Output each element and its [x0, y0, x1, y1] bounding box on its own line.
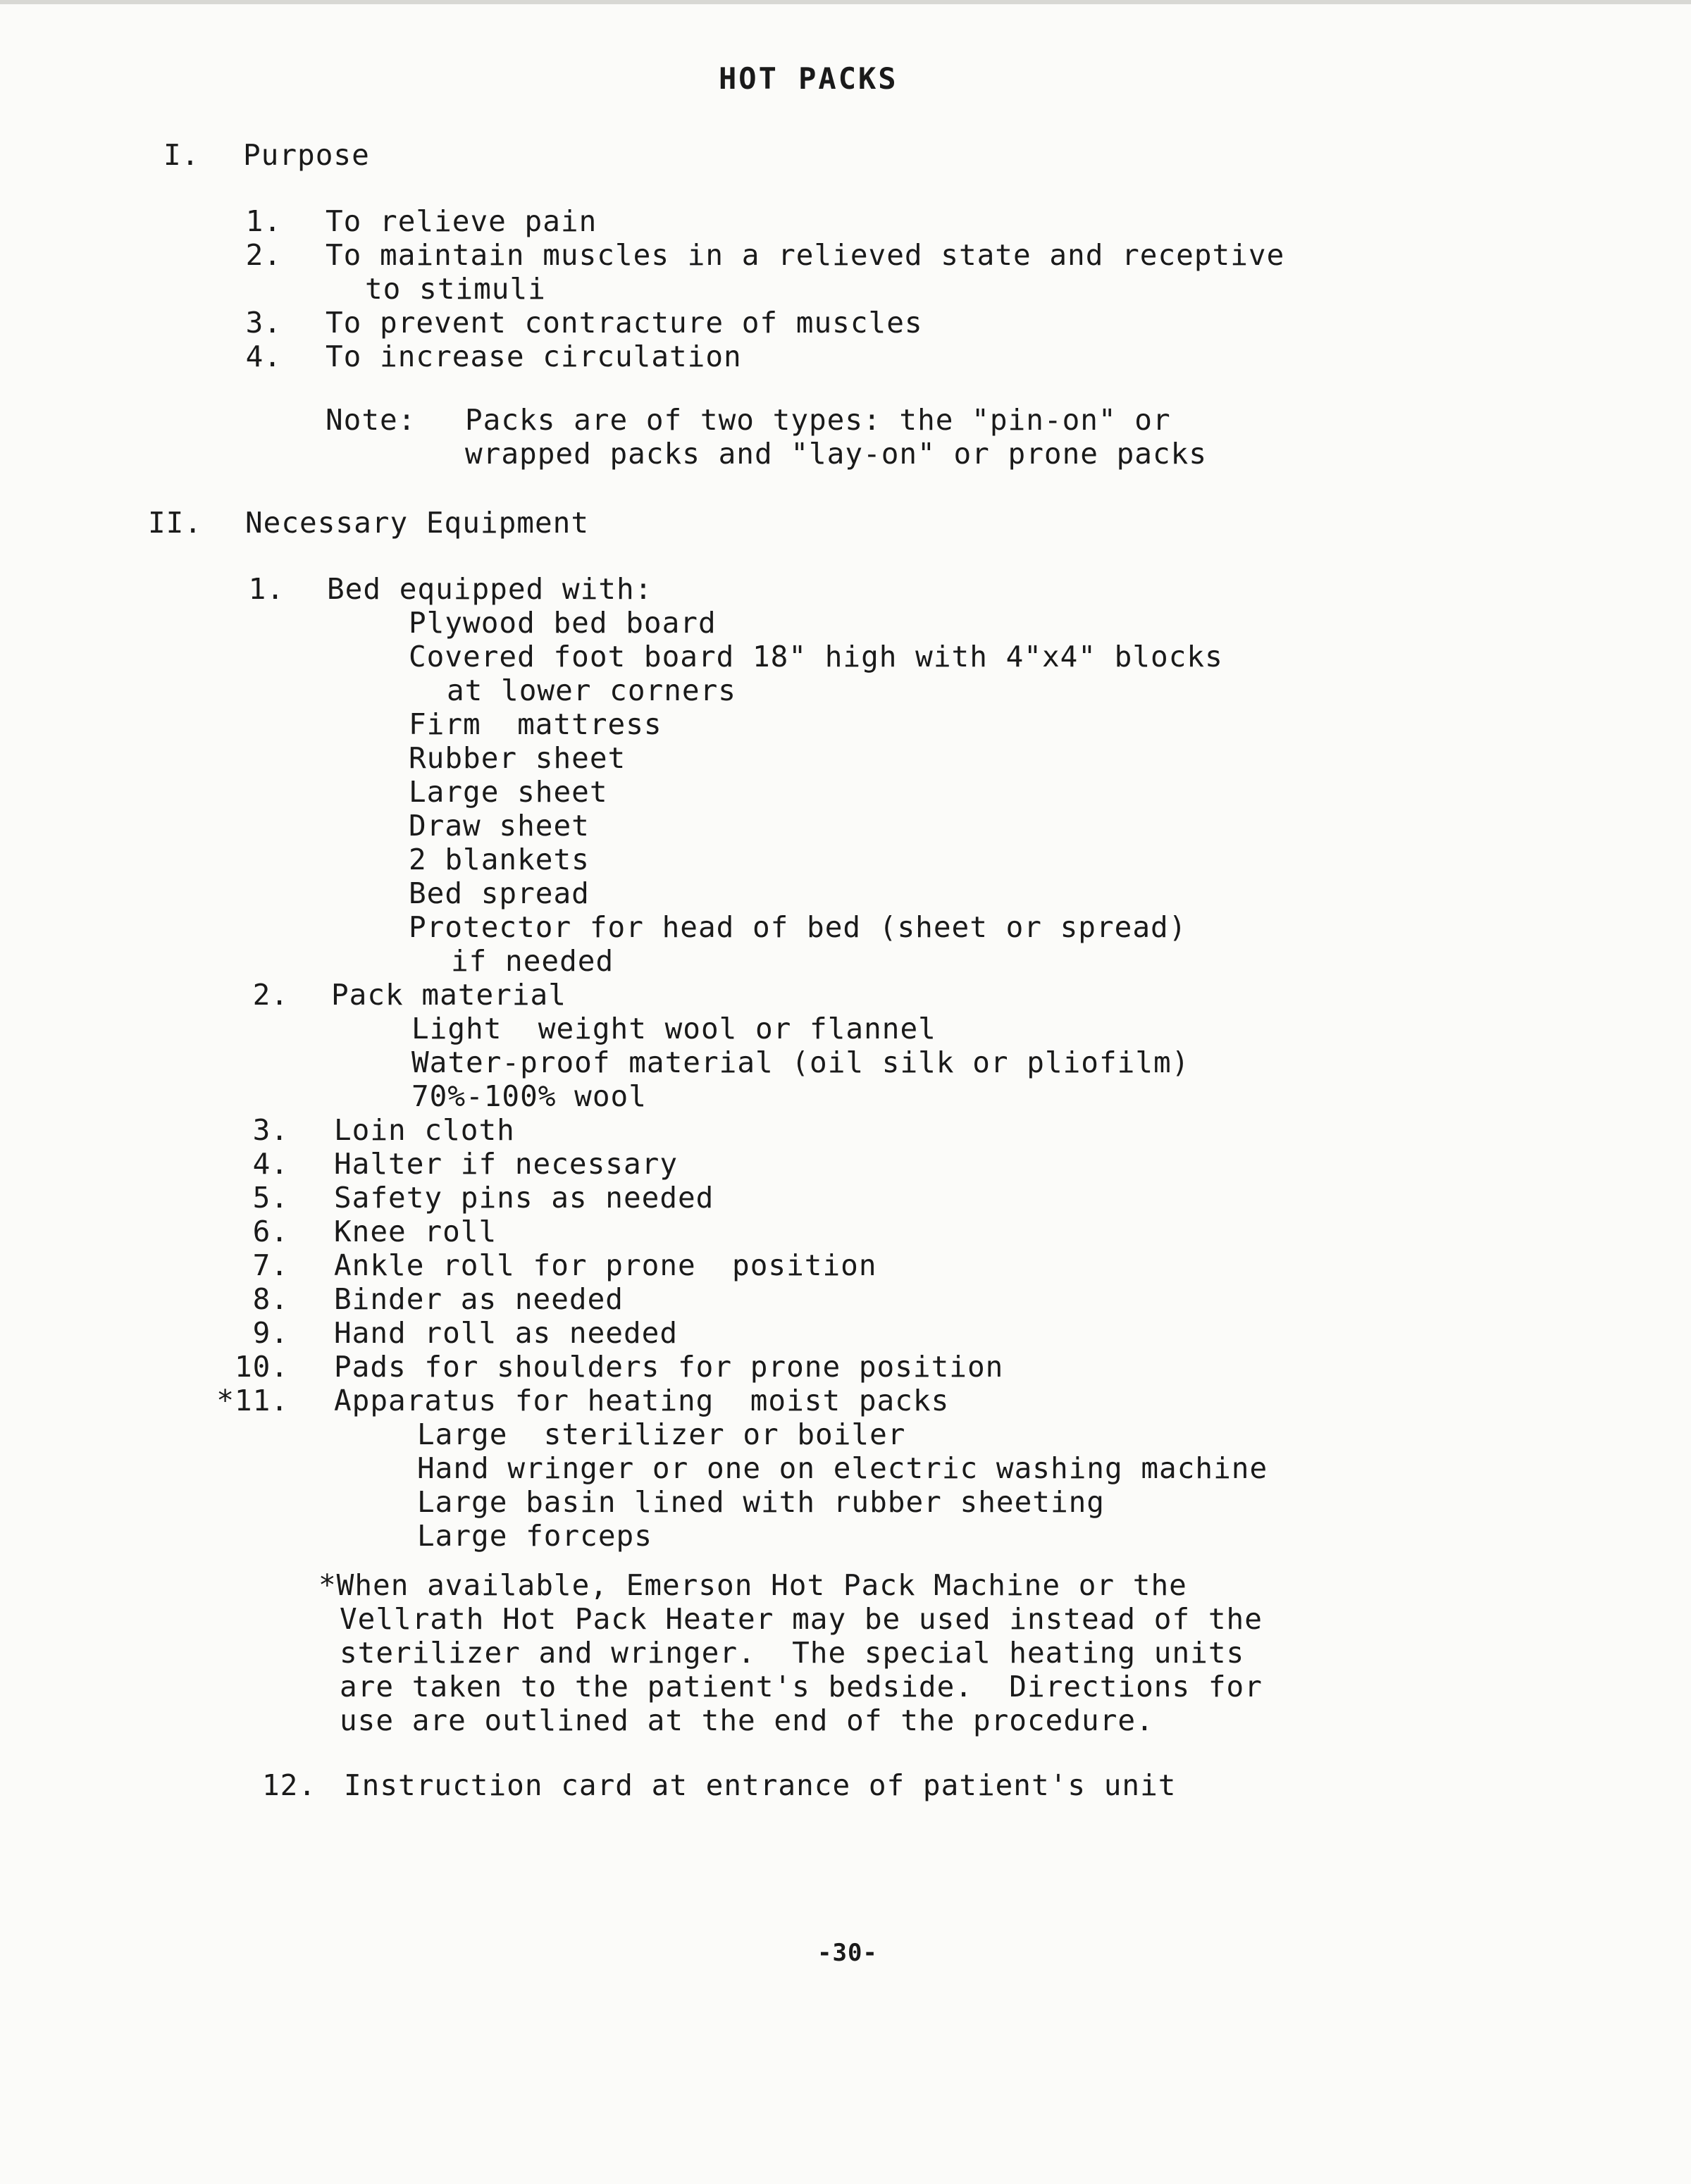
footnote-line: Vellrath Hot Pack Heater may be used instead of the [340, 1602, 1263, 1636]
list-item: Halter if necessary [334, 1147, 678, 1181]
sub-item: Covered foot board 18" high with 4"x4" blocks [409, 640, 1223, 674]
sub-item: Large basin lined with rubber sheeting [417, 1485, 1105, 1519]
sub-item: Rubber sheet [409, 741, 626, 775]
note-text: wrapped packs and "lay-on" or prone packs [465, 437, 1208, 471]
list-item: Binder as needed [334, 1282, 624, 1316]
list-number: 12. [262, 1768, 317, 1802]
list-item: To increase circulation [326, 340, 742, 373]
section-numeral: I. [163, 138, 200, 172]
sub-item: Hand wringer or one on electric washing machine [417, 1451, 1268, 1485]
sub-item: Large sheet [409, 775, 608, 809]
sub-item: Light weight wool or flannel [411, 1012, 936, 1046]
list-number: *11. [216, 1384, 289, 1417]
sub-item: Draw sheet [409, 809, 590, 843]
sub-item: Large forceps [417, 1519, 652, 1553]
list-item: Pack material [331, 978, 566, 1012]
list-number: 4. [252, 1147, 289, 1181]
sub-item: Water-proof material (oil silk or pliofilm) [411, 1046, 1190, 1079]
list-number: 1. [248, 572, 285, 606]
scan-edge [0, 0, 1691, 4]
list-item: Apparatus for heating moist packs [334, 1384, 950, 1417]
sub-item: 2 blankets [409, 843, 590, 876]
list-number: 8. [252, 1282, 289, 1316]
list-number: 1. [245, 204, 282, 238]
list-number: 6. [252, 1215, 289, 1248]
footnote-line: are taken to the patient's bedside. Directions for [340, 1670, 1263, 1704]
sub-item: Firm mattress [409, 707, 662, 741]
note-label: Note: [326, 403, 416, 437]
list-number: 2. [252, 978, 289, 1012]
page-title: HOT PACKS [719, 61, 898, 96]
list-number: 2. [245, 238, 282, 272]
list-item: Pads for shoulders for prone position [334, 1350, 1004, 1384]
list-item: Hand roll as needed [334, 1316, 678, 1350]
section-heading: Necessary Equipment [245, 506, 589, 540]
list-item: To maintain muscles in a relieved state and receptive [326, 238, 1285, 272]
list-item: To relieve pain [326, 204, 597, 238]
list-number: 9. [252, 1316, 289, 1350]
list-item: Safety pins as needed [334, 1181, 714, 1215]
sub-item-continuation: if needed [451, 944, 614, 978]
list-item: Ankle roll for prone position [334, 1248, 877, 1282]
list-item: To prevent contracture of muscles [326, 306, 923, 340]
sub-item: Protector for head of bed (sheet or spread) [409, 910, 1187, 944]
list-number: 5. [252, 1181, 289, 1215]
list-item: Knee roll [334, 1215, 497, 1248]
page-number: -30- [817, 1939, 878, 1967]
list-item: Instruction card at entrance of patient's unit [344, 1768, 1177, 1802]
footnote-line: use are outlined at the end of the procedure. [340, 1704, 1154, 1737]
sub-item: Bed spread [409, 876, 590, 910]
list-item: Bed equipped with: [327, 572, 653, 606]
section-numeral: II. [148, 506, 203, 540]
section-heading: Purpose [243, 138, 370, 172]
list-number: 3. [252, 1113, 289, 1147]
footnote-line: *When available, Emerson Hot Pack Machine or the [318, 1568, 1187, 1602]
list-number: 3. [245, 306, 282, 340]
list-item: Loin cloth [334, 1113, 515, 1147]
sub-item: Plywood bed board [409, 606, 717, 640]
list-number: 4. [245, 340, 282, 373]
sub-item-continuation: at lower corners [447, 674, 736, 707]
list-number: 10. [234, 1350, 289, 1384]
footnote-line: sterilizer and wringer. The special heating units [340, 1636, 1245, 1670]
list-item-continuation: to stimuli [365, 272, 546, 306]
sub-item: 70%-100% wool [411, 1079, 647, 1113]
sub-item: Large sterilizer or boiler [417, 1417, 906, 1451]
list-number: 7. [252, 1248, 289, 1282]
note-text: Packs are of two types: the "pin-on" or [465, 403, 1171, 437]
